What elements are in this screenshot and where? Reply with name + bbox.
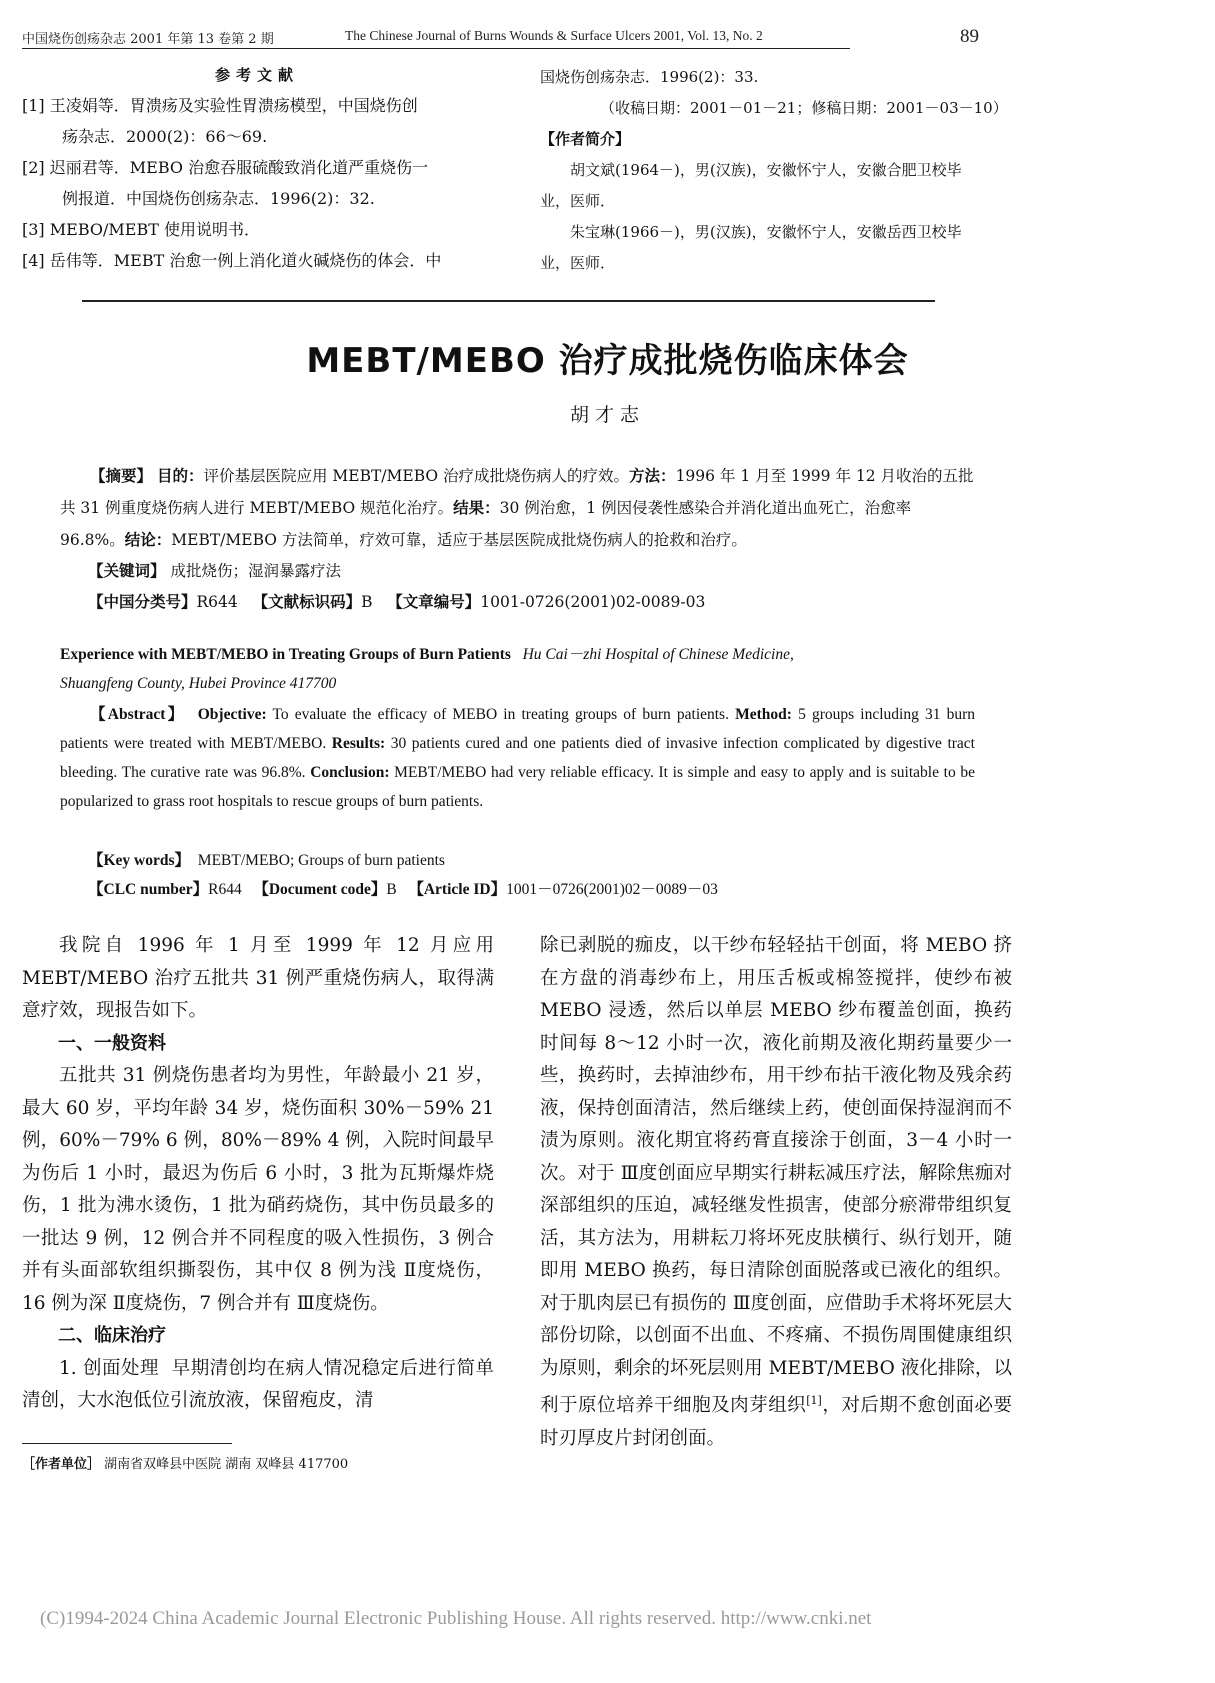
reference-text-cont: 疡杂志．2000(2)：66～69. [62,127,268,146]
footnote-label: ［作者单位］ [22,1457,101,1472]
cn-abstract [60,460,975,556]
en-clc: R644 [208,881,242,898]
header-rule [22,48,850,49]
article-title: MEBT/MEBO 治疗成批烧伤临床体会 [306,341,909,381]
cn-classification [88,586,1003,618]
citation-ref: [1] [806,1394,822,1407]
en-abstract-label: 【Abstract】 [90,706,186,723]
cn-clc-label: 【中国分类号】 [88,592,197,611]
body-right-column [540,930,1012,1455]
en-keywords-text: MEBT/MEBO; Groups of burn patients [197,852,445,869]
reference-text-cont: 例报道．中国烧伤创疡杂志．1996(2)：32. [62,189,375,208]
subheading-wound-care: 1. 创面处理 [59,1357,159,1379]
body-right-text: 除已剥脱的痂皮，以干纱布轻轻拈干创面，将 MEBO 挤在方盘的消毒纱布上，用压舌板或棉签搅拌，使纱布被 MEBO 浸透，然后以单层 MEBO 纱布覆盖创面，换药时间每 8～12 小时一次，液化前期及液化期药量要少一些，换药时，去掉油纱布，用干纱布拈干液化物及残余药液，保持创面清洁，然后继续上药，使创面保持湿润而不渍为原则。液化期宜将药膏直接涂于创面，3－4 小时一次。对于 Ⅲ度创面应早期实行耕耘减压疗法，解除焦痂对深部组织的压迫，减轻继发性损害，使部分瘀滞带组织复活，其方法为，用耕耘刀将坏死皮肤横行、纵行划开，随即用 MEBO 换药，每日清除创面脱落或已液化的组织。对于肌肉层已有损伤的 Ⅲ度创面，应借助手术将坏死层大部份切除，以创面不出血、不疼痛、不损伤周围健康组织为原则，剩余的坏死层则用 MEBT/MEBO 液化排除，以利于原位培养干细胞及肉芽组织 [540,935,1012,1417]
running-header-left: 中国烧伤创疡杂志 2001 年第 13 卷第 2 期 [22,32,274,47]
author-affiliation-footnote [22,1453,348,1472]
body-left-column [22,930,494,1418]
cn-keywords-label: 【关键词】 [88,561,166,580]
cn-result-label: 结果： [453,498,500,517]
en-title-block [60,640,975,698]
cn-conclusion: MEBT/MEBO 方法简单，疗效可靠，适应于基层医院成批烧伤病人的抢救和治疗。 [171,531,747,549]
reference-number: [4] [22,251,45,270]
page-number: 89 [960,26,979,47]
en-clc-label: 【CLC number】 [88,881,209,898]
cn-objective: 评价基层医院应用 MEBT/MEBO 治疗成批烧伤病人的疗效。 [203,467,630,485]
en-conclusion: MEBT/MEBO had very reliable efficacy. It is simple and easy to apply and is suitable to be popularized to grass root hospitals to rescue groups of burn patients. [60,764,976,810]
reference-number: [2] [22,158,45,177]
en-id: 1001－0726(2001)02－0089－03 [506,881,718,898]
section-heading-general: 一、一般资料 [58,1032,166,1054]
references-heading: 参考文献 [215,66,300,84]
reference-continuation: 国烧伤创疡杂志．1996(2)：33. [540,68,759,86]
en-doc: B [386,881,397,898]
reference-text: 岳伟等．MEBT 治愈一例上消化道火碱烧伤的体会．中 [49,251,442,270]
en-id-label: 【Article ID】 [408,881,507,898]
author-bio-2-line1: 朱宝琳(1966－)，男(汉族)，安徽怀宁人，安徽岳西卫校毕 [570,223,962,241]
body-intro: 我院自 1996 年 1 月至 1999 年 12 月应用 MEBT/MEBO 治疗五批共 31 例严重烧伤病人，取得满意疗效，现报告如下。 [22,935,494,1021]
reference-item [22,245,522,276]
en-doc-label: 【Document code】 [253,881,387,898]
en-abstract [60,700,975,816]
en-objective: To evaluate the efficacy of MEBO in treating groups of burn patients. [272,706,729,723]
author-bio-2-line2: 业，医师． [540,254,616,272]
en-affiliation-line1: Hu Cai－zhi Hospital of Chinese Medicine, [522,646,794,663]
cn-doc-label: 【文献标识码】 [252,592,362,611]
cn-clc: R644 [196,593,238,611]
reference-item [22,214,522,245]
running-header-journal: The Chinese Journal of Burns Wounds & Surface Ulcers 2001, Vol. 13, No. 2 [345,28,763,43]
references-list [22,90,522,276]
author-bio [540,155,1020,279]
reference-item [22,90,522,152]
cn-objective-label: 目的： [156,466,204,485]
cn-method-label: 方法： [629,466,676,485]
cn-conclusion-label: 结论： [124,530,172,549]
author-bio-1-line1: 胡文斌(1964－)，男(汉族)，安徽怀宁人，安徽合肥卫校毕 [570,161,962,179]
cn-id: 1001-0726(2001)02-0089-03 [480,593,706,611]
cn-method: 1996 年 1 月至 1999 年 12 月收治的五批共 31 例重度烧伤病人进行 MEBT/MEBO 规范化治疗。 [60,467,974,517]
reference-text: 王凌娟等．胃溃疡及实验性胃溃疡模型，中国烧伤创 [49,96,418,115]
en-results: 30 patients cured and one patients died of invasive infection complicated by digestive tract bleeding. The curative rate was 96.8%. [60,735,975,781]
footnote-rule [22,1443,232,1444]
body-right-paragraph [540,930,1012,1455]
copyright-notice: (C)1994-2024 China Academic Journal Electronic Publishing House. All rights reserved. http://www.cnki.net [40,1608,872,1629]
section-heading-treatment: 二、临床治疗 [58,1325,166,1346]
footnote-text: 湖南省双峰县中医院 湖南 双峰县 417700 [104,1457,349,1472]
reference-number: [1] [22,96,45,115]
cn-doc: B [361,593,373,611]
en-method: 5 groups including 31 burn patients were treated with MEBT/MEBO. [60,706,976,752]
en-method-label: Method: [735,706,792,723]
en-affiliation-line2: Shuangfeng County, Hubei Province 417700 [60,675,337,692]
cn-id-label: 【文章编号】 [387,592,481,611]
reference-text: 迟丽君等．MEBO 治愈吞服硫酸致消化道严重烧伤一 [49,158,429,177]
cn-keywords [88,555,1003,587]
section-rule [82,300,935,302]
author-bio-heading: 【作者简介】 [540,130,631,148]
cn-abstract-label: 【摘要】 [90,466,153,485]
en-title: Experience with MEBT/MEBO in Treating Groups of Burn Patients [60,646,511,663]
cn-keywords-text: 成批烧伤；湿润暴露疗法 [170,562,341,580]
reference-number: [3] [22,220,45,239]
en-keywords [88,846,1003,875]
reference-item [22,152,522,214]
en-conclusion-label: Conclusion: [310,764,390,781]
en-results-label: Results: [331,735,386,752]
body-right-text-end: ，对后期不愈创面必要时刃厚皮片封闭创面。 [540,1395,1012,1449]
article-author: 胡才志 [569,404,645,426]
author-bio-1-line2: 业，医师． [540,192,616,210]
en-classification [88,875,1003,904]
received-dates: （收稿日期：2001－01－21；修稿日期：2001－03－10） [600,99,1008,117]
body-general-info: 五批共 31 例烧伤患者均为男性，年龄最小 21 岁，最大 60 岁，平均年龄 34 岁，烧伤面积 30%－59% 21 例，60%－79% 6 例，80%－89% 4 例，入院时间最早为伤后 1 小时，最迟为伤后 6 小时，3 批为瓦斯爆炸烧伤，1 批为沸水烫伤，1 批为硝药烧伤，其中伤员最多的一批达 9 例，12 例合并不同程度的吸入性损伤，3 例合并有头面部软组织撕裂伤，其中仅 8 例为浅 Ⅱ度烧伤，16 例为深 Ⅱ度烧伤，7 例合并有 Ⅲ度烧伤。 [22,1065,494,1314]
wound-care-text: 早期清创均在病人情况稳定后进行简单清创，大水泡低位引流放液，保留疱皮，清 [22,1357,494,1411]
cn-result: 30 例治愈，1 例因侵袭性感染合并消化道出血死亡，治愈率 96.8%。 [60,499,912,549]
en-objective-label: Objective: [197,706,267,723]
body-wound-care [22,1353,494,1418]
en-keywords-label: 【Key words】 [88,852,191,869]
reference-text: MEBO/MEBT 使用说明书． [49,220,260,239]
